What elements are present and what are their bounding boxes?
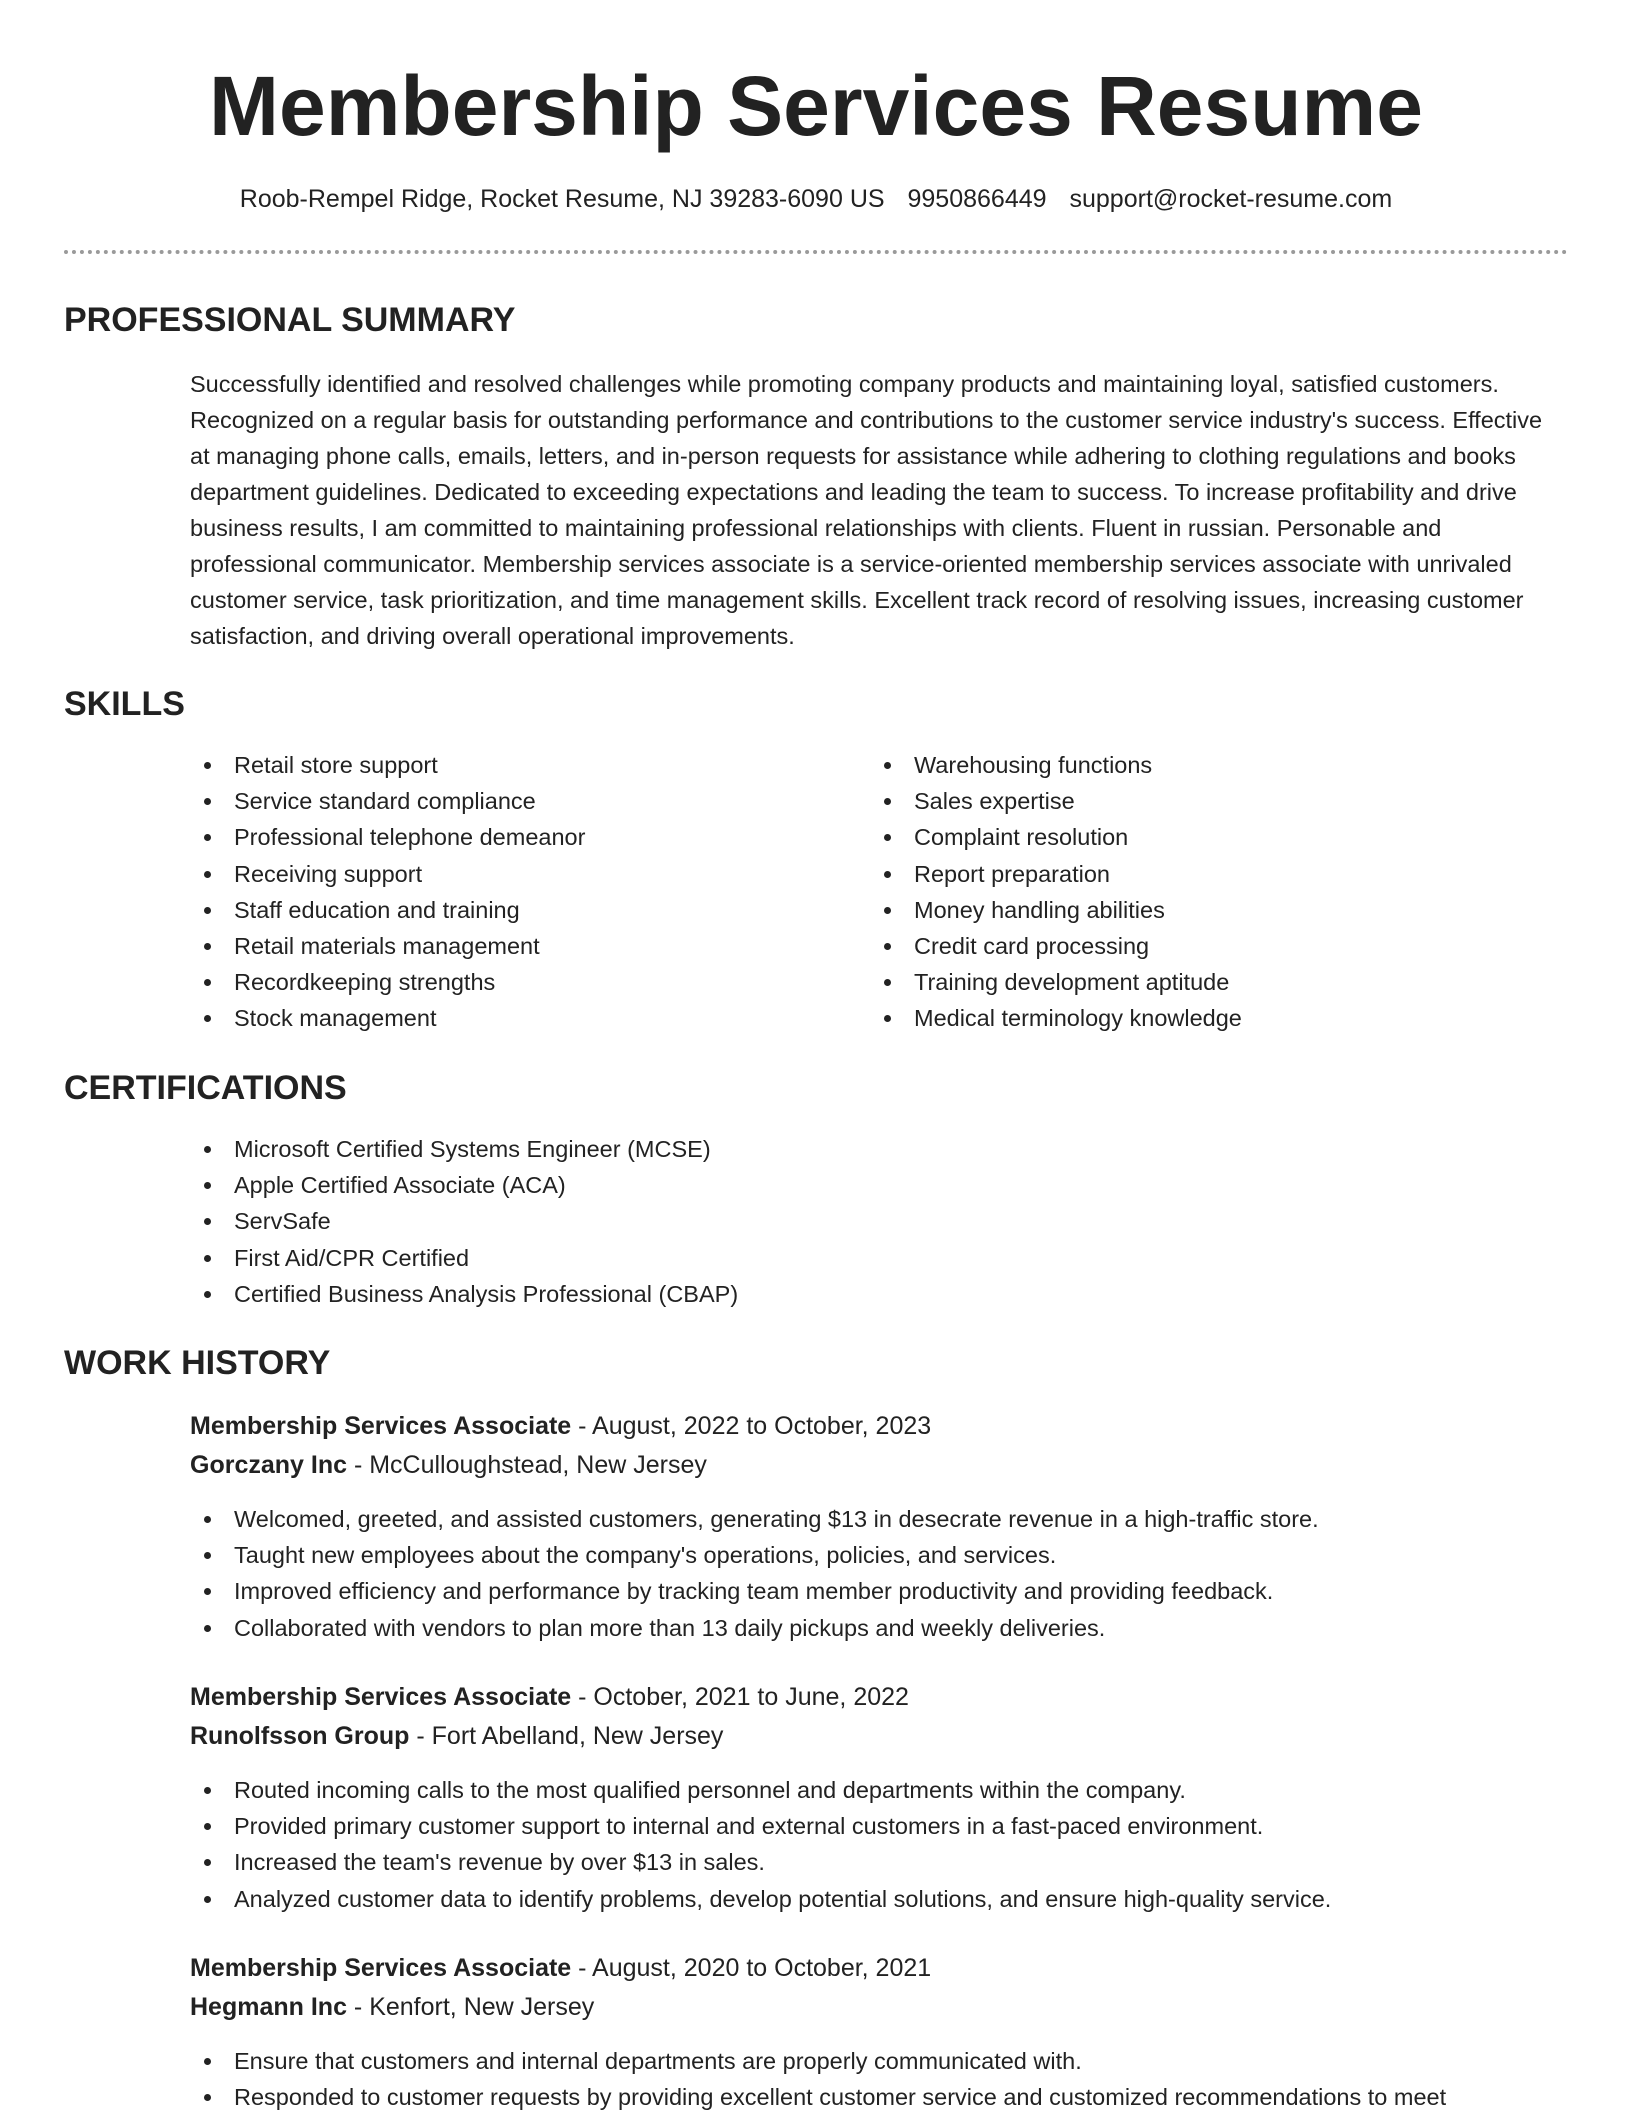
job-title-line	[190, 1950, 931, 1986]
certification-item: ServSafe	[190, 1203, 738, 1239]
certification-item: First Aid/CPR Certified	[190, 1240, 738, 1276]
contact-address: Roob-Rempel Ridge, Rocket Resume, NJ 39283-6090 US	[239, 185, 885, 213]
certification-item: Microsoft Certified Systems Engineer (MCSE)	[190, 1131, 738, 1167]
resume-page	[64, 0, 1568, 2112]
job-bullets	[190, 1772, 1331, 1917]
skill-item: Training development aptitude	[870, 964, 1242, 1000]
job-bullet: Increased the team's revenue by over $13 in sales.	[190, 1844, 1331, 1880]
job-bullet: Ensure that customers and internal departments are properly communicated with.	[190, 2043, 1446, 2079]
resume-title: Membership Services Resume	[209, 59, 1423, 153]
skill-item: Credit card processing	[870, 928, 1242, 964]
skill-item: Professional telephone demeanor	[190, 819, 585, 855]
contact-email: support@rocket-resume.com	[1069, 185, 1393, 213]
job-role: Membership Services Associate	[190, 1954, 572, 1982]
job-role: Membership Services Associate	[190, 1683, 572, 1711]
certification-item: Apple Certified Associate (ACA)	[190, 1167, 738, 1203]
skill-item: Report preparation	[870, 856, 1242, 892]
job-bullet: Collaborated with vendors to plan more than 13 daily pickups and weekly deliveries.	[190, 1610, 1319, 1646]
work-history-heading: WORK HISTORY	[64, 1344, 331, 1382]
job-role: Membership Services Associate	[190, 1412, 572, 1440]
skill-item: Retail materials management	[190, 928, 585, 964]
skill-item: Staff education and training	[190, 892, 585, 928]
skill-item: Warehousing functions	[870, 747, 1242, 783]
job-company-line	[190, 1989, 594, 2025]
skill-item: Sales expertise	[870, 783, 1242, 819]
job-bullet: Welcomed, greeted, and assisted customers, generating $13 in desecrate revenue in a high-traffic store.	[190, 1501, 1319, 1537]
job-title-line	[190, 1408, 931, 1444]
skills-heading: SKILLS	[64, 685, 185, 723]
job-company: Gorczany Inc	[190, 1451, 347, 1479]
job-dates: - August, 2020 to October, 2021	[571, 1954, 932, 1982]
skill-item: Receiving support	[190, 856, 585, 892]
contact-line	[64, 182, 1568, 216]
certifications-list	[190, 1131, 738, 1312]
job-location: - Fort Abelland, New Jersey	[409, 1722, 724, 1750]
job-company-line	[190, 1718, 723, 1754]
skills-list-left	[190, 747, 585, 1037]
job-company: Hegmann Inc	[190, 1993, 347, 2021]
job-dates: - August, 2022 to October, 2023	[571, 1412, 932, 1440]
skill-item: Medical terminology knowledge	[870, 1000, 1242, 1036]
job-bullet: Taught new employees about the company's operations, policies, and services.	[190, 1537, 1319, 1573]
job-bullets	[190, 2043, 1446, 2112]
header-divider	[64, 250, 1568, 254]
job-company: Runolfsson Group	[190, 1722, 410, 1750]
job-bullet: Provided primary customer support to internal and external customers in a fast-paced environment.	[190, 1808, 1331, 1844]
skill-item: Money handling abilities	[870, 892, 1242, 928]
job-bullets	[190, 1501, 1319, 1646]
skill-item: Complaint resolution	[870, 819, 1242, 855]
skills-list-right	[870, 747, 1242, 1037]
job-bullet: Routed incoming calls to the most qualified personnel and departments within the company.	[190, 1772, 1331, 1808]
skill-item: Retail store support	[190, 747, 585, 783]
job-bullet: Improved efficiency and performance by tracking team member productivity and providing feedback.	[190, 1573, 1319, 1609]
summary-text: Successfully identified and resolved challenges while promoting company products and maintaining loyal, satisfied customers. Recognized on a regular basis for outstanding performance and contributions to the customer service industry's success. Effective at managing phone calls, emails, letters, and in-person requests for assistance while adhering to clothing regulations and books department guidelines. Dedicated to exceeding expectations and leading the team to success. To increase profitability and drive business results, I am committed to maintaining professional relationships with clients. Fluent in russian. Personable and professional communicator. Membership services associate is a service-oriented membership services associate with unrivaled customer service, task prioritization, and time management skills. Excellent track record of resolving issues, increasing customer satisfaction, and driving overall operational improvements.	[190, 371, 1543, 649]
job-location: - Kenfort, New Jersey	[346, 1993, 595, 2021]
job-company-line	[190, 1447, 707, 1483]
certification-item: Certified Business Analysis Professional (CBAP)	[190, 1276, 738, 1312]
job-bullet: Analyzed customer data to identify problems, develop potential solutions, and ensure high-quality service.	[190, 1881, 1331, 1917]
skill-item: Recordkeeping strengths	[190, 964, 585, 1000]
job-title-line	[190, 1679, 909, 1715]
job-dates: - October, 2021 to June, 2022	[571, 1683, 909, 1711]
job-location: - McCulloughstead, New Jersey	[347, 1451, 707, 1479]
contact-phone: 9950866449	[907, 185, 1047, 213]
summary-heading: PROFESSIONAL SUMMARY	[64, 301, 516, 339]
skill-item: Stock management	[190, 1000, 585, 1036]
skill-item: Service standard compliance	[190, 783, 585, 819]
job-bullet: Responded to customer requests by providing excellent customer service and customized recommendations to meet	[190, 2079, 1446, 2112]
certifications-heading: CERTIFICATIONS	[64, 1069, 347, 1107]
